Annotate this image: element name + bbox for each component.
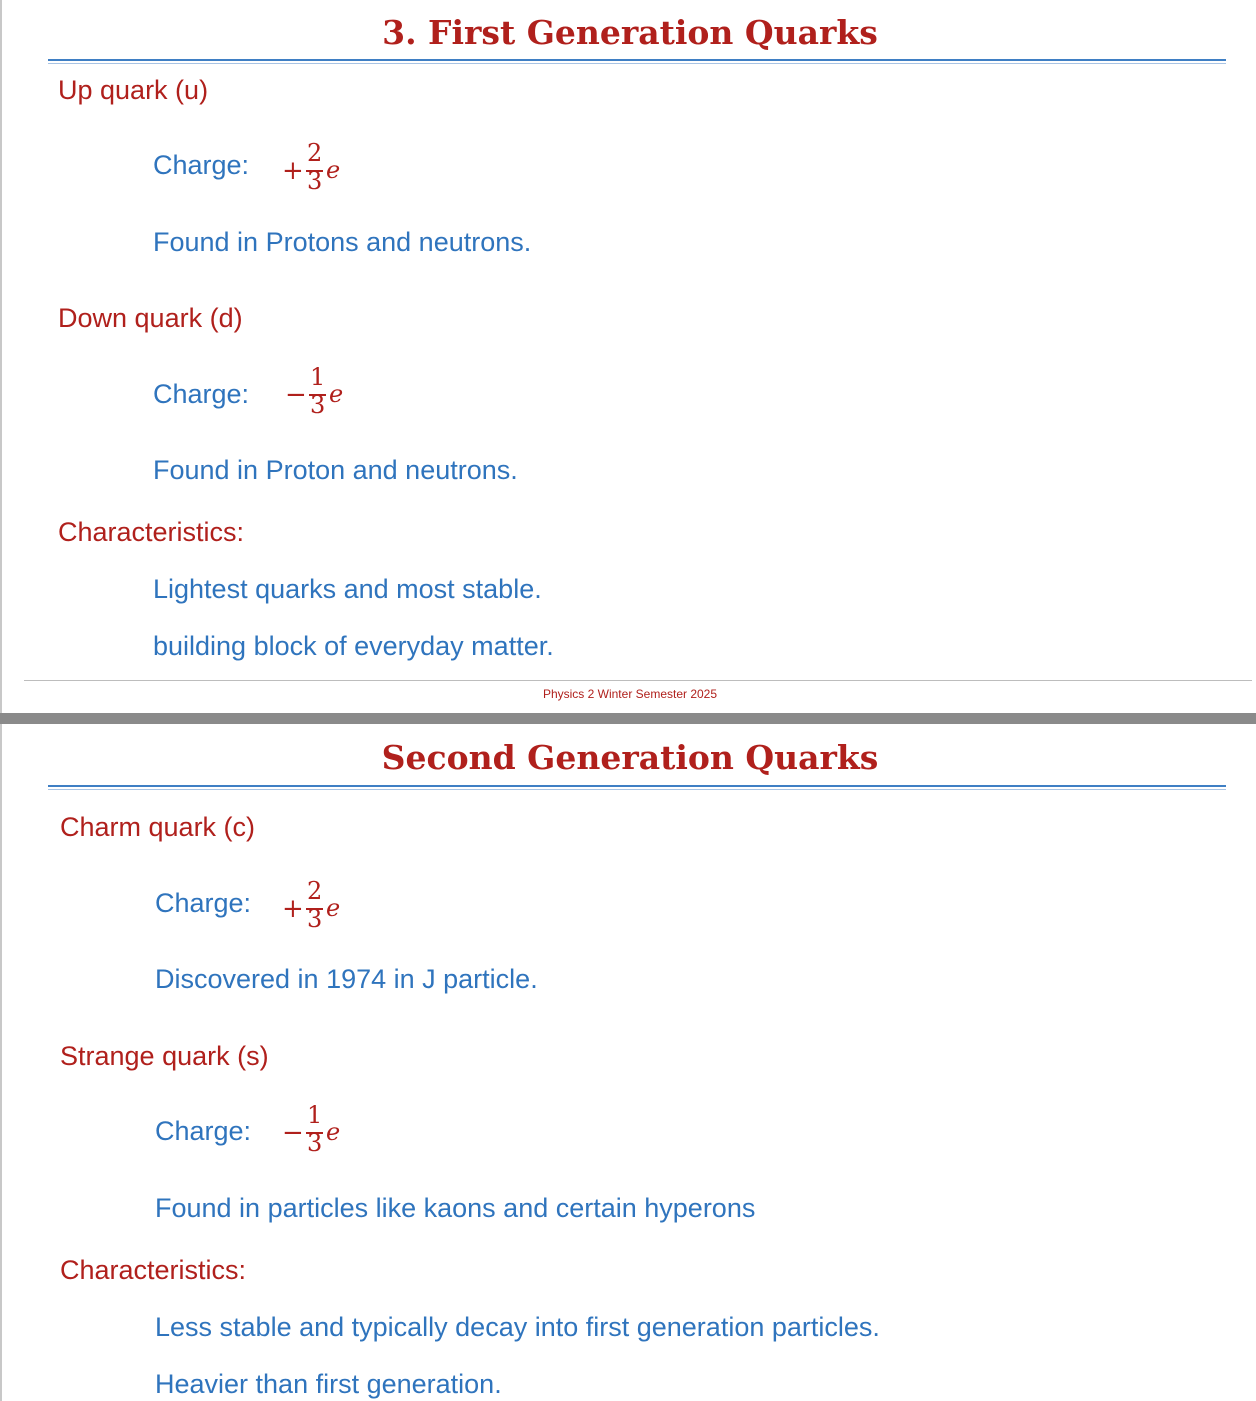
characteristic-item: Heavier than first generation.: [155, 1369, 502, 1399]
charm-charge-label: Charge:: [155, 888, 252, 918]
charge-numerator: 2: [307, 139, 323, 167]
charge-denominator: 3: [307, 167, 323, 195]
charge-numerator: 1: [307, 1101, 323, 1129]
slide-title: Second Generation Quarks: [381, 738, 879, 777]
down-quark-heading: Down quark (d): [58, 303, 243, 333]
up-quark-heading: Up quark (u): [58, 75, 209, 105]
title-underline: [48, 59, 1226, 61]
charge-unit: e: [326, 1118, 341, 1146]
title-underline: [48, 785, 1226, 787]
charge-numerator: 1: [310, 363, 326, 391]
down-quark-note: Found in Proton and neutrons.: [153, 455, 518, 485]
slide-separator: [0, 713, 1256, 724]
characteristic-item: Less stable and typically decay into first generation particles.: [155, 1312, 880, 1342]
charm-quark-note: Discovered in 1974 in J particle.: [155, 964, 538, 994]
characteristics-heading: Characteristics:: [58, 517, 245, 547]
slide-footer: Physics 2 Winter Semester 2025: [542, 687, 718, 701]
title-underline-light: [48, 63, 1226, 64]
charge-unit: e: [326, 894, 341, 922]
charge-numerator: 2: [307, 877, 323, 905]
up-charge-label: Charge:: [153, 150, 250, 180]
charge-denominator: 3: [310, 391, 326, 419]
charge-denominator: 3: [307, 905, 323, 933]
charge-sign: −: [282, 1118, 304, 1148]
strange-charge-label: Charge:: [155, 1116, 252, 1146]
charge-sign: +: [282, 894, 304, 924]
characteristic-item: building block of everyday matter.: [153, 631, 554, 661]
charge-denominator: 3: [307, 1129, 323, 1157]
footer-divider: [24, 680, 1252, 681]
charge-unit: e: [326, 156, 341, 184]
charge-sign: −: [285, 380, 307, 410]
charge-sign: +: [282, 156, 304, 186]
slide-second-generation: [0, 724, 1256, 1401]
up-quark-note: Found in Protons and neutrons.: [153, 227, 532, 257]
charm-quark-heading: Charm quark (c): [60, 812, 256, 842]
down-charge-label: Charge:: [153, 379, 250, 409]
characteristics-heading: Characteristics:: [60, 1255, 247, 1285]
characteristic-item: Lightest quarks and most stable.: [153, 574, 542, 604]
strange-quark-note: Found in particles like kaons and certain hyperons: [155, 1193, 756, 1223]
slide-title: 3. First Generation Quarks: [382, 13, 878, 52]
title-underline-light: [48, 789, 1226, 790]
strange-quark-heading: Strange quark (s): [60, 1041, 269, 1071]
charge-unit: e: [329, 380, 344, 408]
